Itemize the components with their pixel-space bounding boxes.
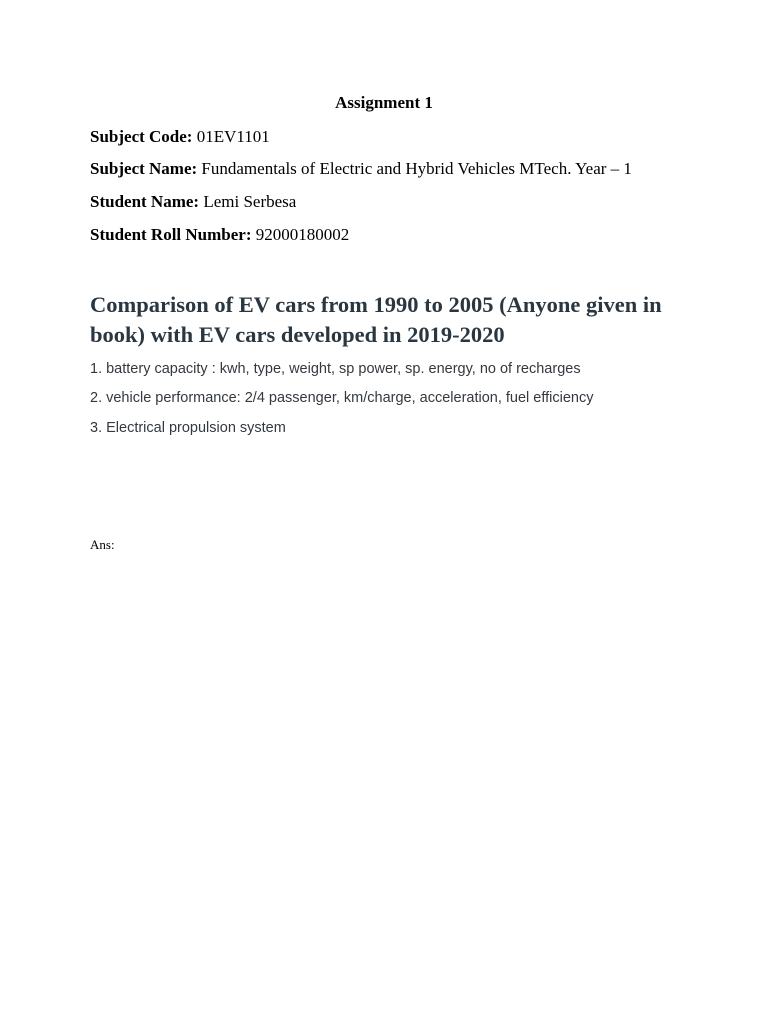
question-item-propulsion: 3. Electrical propulsion system: [90, 420, 286, 436]
subject-name-value: Fundamentals of Electric and Hybrid Vehicles MTech. Year – 1: [201, 159, 632, 178]
roll-number-label: Student Roll Number:: [90, 225, 252, 244]
subject-code-label: Subject Code:: [90, 127, 193, 146]
subject-name-label: Subject Name:: [90, 159, 198, 178]
answer-label: Ans:: [90, 537, 115, 552]
roll-number-value: 92000180002: [255, 225, 350, 244]
roll-number-line: [90, 224, 349, 246]
student-name-label: Student Name:: [90, 192, 200, 211]
subject-code-line: [90, 126, 270, 148]
student-name-line: [90, 191, 296, 213]
question-item-battery: 1. battery capacity : kwh, type, weight, sp power, sp. energy, no of recharges: [90, 361, 581, 377]
student-name-value: Lemi Serbesa: [203, 192, 297, 211]
subject-name-line: [90, 158, 632, 180]
subject-code-value: 01EV1101: [196, 127, 270, 146]
question-heading: Comparison of EV cars from 1990 to 2005 (Anyone given in book) with EV cars developed in 2019-2020: [90, 292, 662, 347]
assignment-title: Assignment 1: [335, 93, 433, 112]
question-item-performance: 2. vehicle performance: 2/4 passenger, km/charge, acceleration, fuel efficiency: [90, 390, 594, 406]
